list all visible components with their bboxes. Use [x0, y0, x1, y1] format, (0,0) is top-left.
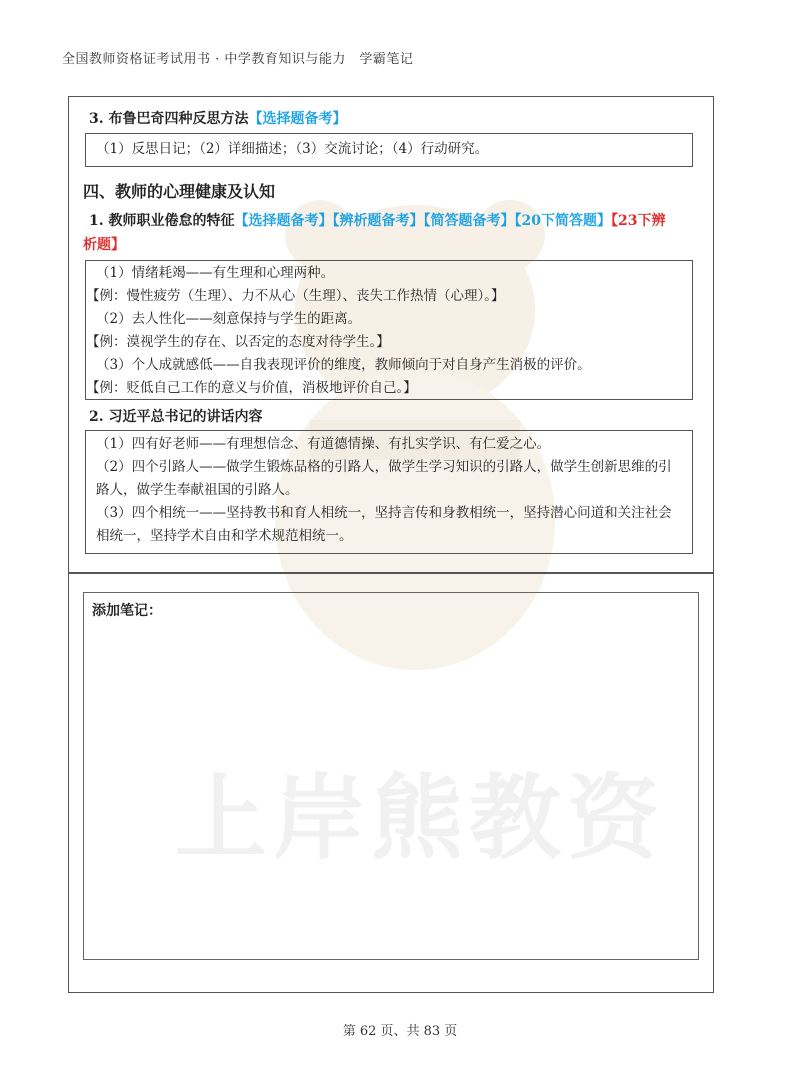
- section3-title: 3. 布鲁巴奇四种反思方法: [89, 111, 249, 127]
- section3-heading: [89, 108, 347, 128]
- notes-area[interactable]: [83, 592, 699, 960]
- sub1-line: 【例：慢性疲劳（生理）、力不从心（生理）、丧失工作热情（心理）。】: [86, 288, 505, 304]
- sub1-tag-red-2: 析题】: [83, 237, 125, 253]
- sub1-line: 【例：漠视学生的存在、以否定的态度对待学生。】: [86, 334, 390, 350]
- notes-frame: [68, 573, 714, 993]
- content-frame: [68, 96, 714, 573]
- sub1-tags: 【选择题备考】【辨析题备考】【简答题备考】【20下简答题】: [234, 213, 611, 229]
- section3-content-box: [85, 133, 693, 167]
- sub1-line: （2）去人性化——刻意保持与学生的距离。: [96, 311, 362, 327]
- sub1-title: 1. 教师职业倦怠的特征: [89, 213, 235, 229]
- page-header: 全国教师资格证考试用书 · 中学教育知识与能力 学霸笔记: [62, 52, 414, 67]
- section4-heading: 四、教师的心理健康及认知: [83, 182, 276, 201]
- sub2-line: 路人，做学生奉献祖国的引路人。: [96, 482, 299, 498]
- sub1-line: （1）情绪耗竭——有生理和心理两种。: [96, 265, 335, 281]
- sub2-line: （1）四有好老师——有理想信念、有道德情操、有扎实学识、有仁爱之心。: [96, 436, 551, 452]
- sub2-content-box: [85, 430, 693, 554]
- sub1-line: （3）个人成就感低——自我表现评价的维度，教师倾向于对自身产生消极的评价。: [96, 357, 591, 373]
- notes-label: 添加笔记：: [92, 603, 162, 619]
- sub2-line: （2）四个引路人——做学生锻炼品格的引路人，做学生学习知识的引路人，做学生创新思维的引: [96, 459, 672, 475]
- section3-content: （1）反思日记；（2）详细描述；（3）交流讨论；（4）行动研究。: [96, 141, 489, 157]
- sub1-line: 【例：贬低自己工作的意义与价值，消极地评价自己。】: [86, 380, 417, 396]
- sub2-line: （3）四个相统一——坚持教书和育人相统一，坚持言传和身教相统一，坚持潜心问道和关注社会: [96, 505, 672, 521]
- sub1-heading: [83, 209, 699, 257]
- sub1-tag-red-1: 【23下辨: [610, 213, 666, 229]
- sub2-line: 相统一，坚持学术自由和学术规范相统一。: [96, 528, 353, 544]
- sub2-heading: 2. 习近平总书记的讲话内容: [89, 409, 263, 425]
- page-footer: 第 62 页、共 83 页: [342, 1024, 458, 1039]
- section3-tag: 【选择题备考】: [248, 111, 347, 127]
- sub1-content-box: [85, 260, 693, 400]
- watermark-text: 上岸熊教资: [175, 765, 666, 872]
